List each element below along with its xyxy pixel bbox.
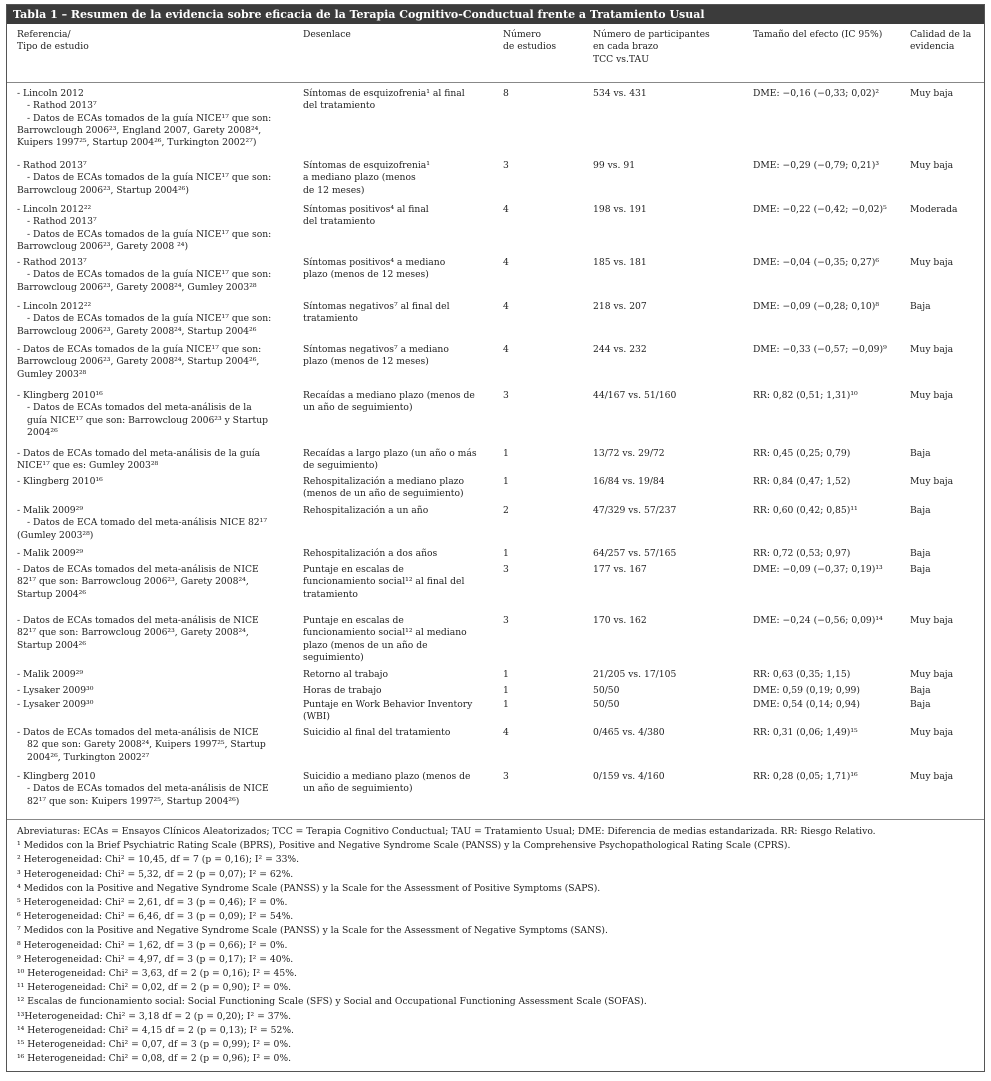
outcome-line: Puntaje en Work Behavior Inventory [303, 699, 473, 710]
reference-line: - Malik 2009²⁹ [17, 548, 84, 559]
reference-line: Barrowcloug 2006²³, Garety 2008 ²⁴) [17, 240, 189, 252]
footnote: ⁴ Medidos con la Positive and Negative Syndrome Scale (PANSS) y la Scale for the Assessment of Positive Symptoms (SAPS). [17, 882, 601, 894]
footnote: ³ Heterogeneidad: Chi² = 5,32, df = 2 (p = 0,07); I² = 62%. [17, 868, 294, 880]
outcome-cell [303, 669, 499, 681]
reference-cell [17, 448, 299, 473]
outcome-line: Recaídas a mediano plazo (menos de [303, 390, 475, 401]
footnote: ¹⁵ Heterogeneidad: Chi² = 0,07, df = 3 (p = 0,99); I² = 0%. [17, 1039, 292, 1051]
reference-line: 82¹⁷ que son: Kuipers 1997²⁵, Startup 2004²⁶) [27, 795, 240, 807]
evidence-quality-cell: Muy baja [910, 390, 954, 401]
outcome-line: Retorno al trabajo [303, 669, 388, 680]
participants-cell: 177 vs. 167 [593, 564, 647, 575]
reference-line: - Datos de ECAs tomados de la guía NICE¹⁷ que son: [27, 112, 272, 124]
evidence-quality-cell: Muy baja [910, 727, 954, 738]
outcome-cell [303, 160, 499, 197]
evidence-quality-cell: Muy baja [910, 344, 954, 355]
studies-count-cell: 2 [503, 505, 509, 516]
studies-count-cell: 3 [503, 160, 509, 171]
reference-line: - Datos de ECAs tomados del meta-análisis de NICE [17, 564, 259, 575]
studies-count-cell: 3 [503, 771, 509, 782]
outcome-line: plazo (menos de 12 meses) [303, 356, 429, 368]
evidence-quality-cell: Muy baja [910, 771, 954, 782]
outcome-line: plazo (menos de un año de [303, 639, 428, 651]
participants-cell: 0/465 vs. 4/380 [593, 727, 665, 738]
reference-line: Startup 2004²⁶ [17, 639, 87, 651]
reference-line: - Datos de ECAs tomados de la guía NICE¹⁷ que son: [27, 269, 272, 281]
header-participants-line: en cada brazo [593, 41, 659, 53]
reference-cell [17, 301, 299, 338]
reference-line: - Datos de ECAs tomados de la guía NICE¹⁷ que son: [17, 344, 262, 355]
studies-count-cell: 4 [503, 257, 509, 268]
participants-cell: 218 vs. 207 [593, 301, 647, 312]
footnote: ¹⁰ Heterogeneidad: Chi² = 3,63, df = 2 (p = 0,16); I² = 45%. [17, 968, 297, 980]
outcome-cell [303, 204, 499, 229]
reference-line: Startup 2004²⁶ [17, 588, 87, 600]
footnote: ² Heterogeneidad: Chi² = 10,45, df = 7 (p = 0,16); I² = 33%. [17, 854, 300, 866]
reference-line: - Datos de ECA tomado del meta-análisis NICE 82¹⁷ [27, 517, 268, 529]
effect-size-cell: RR: 0,84 (0,47; 1,52) [753, 476, 851, 487]
outcome-cell [303, 390, 499, 415]
outcome-line: plazo (menos de 12 meses) [303, 269, 429, 281]
header-studies-line: Número [503, 29, 542, 40]
reference-line: 82¹⁷ que son: Barrowcloug 2006²³, Garety 2008²⁴, [17, 576, 249, 588]
footnote: ⁶ Heterogeneidad: Chi² = 6,46, df = 3 (p = 0,09); I² = 54%. [17, 911, 294, 923]
reference-line: 2004²⁶, Turkington 2002²⁷ [27, 751, 150, 763]
reference-line: 82¹⁷ que son: Barrowcloug 2006²³, Garety 2008²⁴, [17, 627, 249, 639]
participants-cell: 50/50 [593, 685, 620, 696]
footnote: ¹ Medidos con la Brief Psychiatric Rating Scale (BPRS), Positive and Negative Syndrome Scale (PANSS) y la Comprehensive Psychopathological Rating Scale (CPRS). [17, 840, 791, 852]
reference-line: - Datos de ECAs tomados del meta-análisis de la [27, 402, 252, 414]
footnote: ⁸ Heterogeneidad: Chi² = 1,62, df = 3 (p = 0,66); I² = 0%. [17, 939, 288, 951]
evidence-quality-cell: Baja [910, 301, 931, 312]
reference-line: - Datos de ECAs tomado del meta-análisis de la guía [17, 448, 261, 459]
participants-cell: 47/329 vs. 57/237 [593, 505, 677, 516]
outcome-cell [303, 685, 499, 697]
footnote: ⁵ Heterogeneidad: Chi² = 2,61, df = 3 (p = 0,46); I² = 0%. [17, 897, 288, 909]
effect-size-cell: DME: −0,24 (−0,56; 0,09)¹⁴ [753, 615, 883, 626]
outcome-line: del tratamiento [303, 100, 376, 112]
effect-size-cell: DME: −0,09 (−0,37; 0,19)¹³ [753, 564, 883, 575]
outcome-line: Síntomas positivos⁴ a mediano [303, 257, 446, 268]
table-bottom-divider [7, 819, 984, 820]
participants-cell: 170 vs. 162 [593, 615, 647, 626]
reference-cell [17, 669, 299, 681]
studies-count-cell: 3 [503, 615, 509, 626]
header-outcome-line: Desenlace [303, 29, 351, 40]
participants-cell: 185 vs. 181 [593, 257, 647, 268]
outcome-line: Rehospitalización a un año [303, 505, 429, 516]
evidence-quality-cell: Baja [910, 699, 931, 710]
footnote: ¹³Heterogeneidad: Chi² = 3,18 df = 2 (p = 0,20); I² = 37%. [17, 1010, 292, 1022]
outcome-cell [303, 505, 499, 517]
evidence-quality-cell: Muy baja [910, 669, 954, 680]
effect-size-cell: DME: −0,16 (−0,33; 0,02)² [753, 88, 880, 99]
header-effect-line: Tamaño del efecto (IC 95%) [753, 29, 883, 40]
effect-size-cell: DME: −0,33 (−0,57; −0,09)⁹ [753, 344, 887, 355]
footnote: ¹⁶ Heterogeneidad: Chi² = 0,08, df = 2 (p = 0,96); I² = 0%. [17, 1053, 292, 1065]
header-effect [753, 29, 913, 41]
header-divider [7, 82, 984, 83]
evidence-quality-cell: Muy baja [910, 88, 954, 99]
participants-cell: 198 vs. 191 [593, 204, 647, 215]
reference-cell [17, 771, 299, 808]
reference-line: Gumley 2003²⁸ [17, 368, 87, 380]
outcome-line: Horas de trabajo [303, 685, 382, 696]
header-studies [503, 29, 583, 54]
outcome-line: seguimiento) [303, 651, 364, 663]
header-quality-line: evidencia [910, 41, 955, 53]
reference-line: - Lincoln 2012²² [17, 204, 92, 215]
outcome-cell [303, 615, 499, 664]
effect-size-cell: DME: −0,22 (−0,42; −0,02)⁵ [753, 204, 887, 215]
reference-cell [17, 615, 299, 652]
reference-line: - Rathod 2013⁷ [17, 257, 87, 268]
participants-cell: 13/72 vs. 29/72 [593, 448, 665, 459]
header-outcome [303, 29, 493, 41]
evidence-quality-cell: Baja [910, 685, 931, 696]
evidence-quality-cell: Baja [910, 448, 931, 459]
reference-cell [17, 257, 299, 294]
reference-line: - Lincoln 2012 [17, 88, 84, 99]
reference-line: - Datos de ECAs tomados del meta-análisis de NICE [27, 783, 269, 795]
reference-line: guía NICE¹⁷ que son: Barrowcloug 2006²³ y Startup [27, 414, 269, 426]
reference-cell [17, 685, 299, 697]
studies-count-cell: 4 [503, 301, 509, 312]
reference-line: - Rathod 2013⁷ [27, 216, 97, 228]
reference-line: Barrowcloug 2006²³, Garety 2008²⁴, Startup 2004²⁶ [17, 325, 257, 337]
studies-count-cell: 1 [503, 448, 509, 459]
outcome-cell [303, 476, 499, 501]
effect-size-cell: RR: 0,60 (0,42; 0,85)¹¹ [753, 505, 858, 516]
reference-line: - Lincoln 2012²² [17, 301, 92, 312]
reference-line: Barrowcloug 2006²³, Garety 2008²⁴, Gumley 2003²⁸ [17, 281, 257, 293]
evidence-quality-cell: Muy baja [910, 160, 954, 171]
header-quality [910, 29, 982, 54]
evidence-quality-cell: Muy baja [910, 476, 954, 487]
effect-size-cell: RR: 0,28 (0,05; 1,71)¹⁶ [753, 771, 858, 782]
reference-line: - Datos de ECAs tomados de la guía NICE¹⁷ que son: [27, 228, 272, 240]
reference-cell [17, 699, 299, 711]
studies-count-cell: 1 [503, 699, 509, 710]
reference-line: - Rathod 2013⁷ [17, 160, 87, 171]
outcome-line: tratamiento [303, 313, 358, 325]
document-table-frame [6, 4, 985, 1072]
outcome-line: Síntomas negativos⁷ al final del [303, 301, 450, 312]
outcome-line: de seguimiento) [303, 460, 378, 472]
studies-count-cell: 4 [503, 344, 509, 355]
reference-line: - Malik 2009²⁹ [17, 669, 84, 680]
studies-count-cell: 1 [503, 548, 509, 559]
reference-line: Barrowcloug 2006²³, Startup 2004²⁶) [17, 184, 189, 196]
reference-cell [17, 727, 299, 764]
header-participants-line: Número de participantes [593, 29, 710, 40]
footnote: ¹⁴ Heterogeneidad: Chi² = 4,15 df = 2 (p = 0,13); I² = 52%. [17, 1024, 294, 1036]
outcome-line: tratamiento [303, 588, 358, 600]
studies-count-cell: 4 [503, 727, 509, 738]
outcome-cell [303, 564, 499, 601]
outcome-line: Recaídas a largo plazo (un año o más [303, 448, 477, 459]
studies-count-cell: 3 [503, 390, 509, 401]
effect-size-cell: DME: 0,54 (0,14; 0,94) [753, 699, 860, 710]
outcome-line: (WBI) [303, 711, 330, 723]
outcome-cell [303, 344, 499, 369]
participants-cell: 244 vs. 232 [593, 344, 647, 355]
reference-cell [17, 390, 299, 439]
reference-line: Barrowcloug 2006²³, Garety 2008²⁴, Startup 2004²⁶, [17, 356, 260, 368]
reference-cell [17, 88, 299, 149]
studies-count-cell: 1 [503, 685, 509, 696]
studies-count-cell: 8 [503, 88, 509, 99]
evidence-quality-cell: Muy baja [910, 257, 954, 268]
reference-line: - Malik 2009²⁹ [17, 505, 84, 516]
effect-size-cell: RR: 0,72 (0,53; 0,97) [753, 548, 851, 559]
outcome-line: de 12 meses) [303, 184, 365, 196]
outcome-cell [303, 257, 499, 282]
participants-cell: 64/257 vs. 57/165 [593, 548, 677, 559]
footnote: ⁷ Medidos con la Positive and Negative Syndrome Scale (PANSS) y la Scale for the Assessment of Negative Symptoms (SANS). [17, 925, 608, 937]
reference-cell [17, 344, 299, 381]
outcome-cell [303, 448, 499, 473]
participants-cell: 21/205 vs. 17/105 [593, 669, 677, 680]
reference-line: - Datos de ECAs tomados de la guía NICE¹⁷ que son: [27, 313, 272, 325]
reference-line: - Lysaker 2009³⁰ [17, 685, 94, 696]
studies-count-cell: 4 [503, 204, 509, 215]
outcome-cell [303, 548, 499, 560]
outcome-line: un año de seguimiento) [303, 783, 413, 795]
reference-line: (Gumley 2003²⁸) [17, 529, 94, 541]
footnote: ¹² Escalas de funcionamiento social: Social Functioning Scale (SFS) y Social and Occupational Functioning Assessment Scale (SOFAS). [17, 996, 647, 1008]
reference-line: Kuipers 1997²⁵, Startup 2004²⁶, Turkington 2002²⁷) [17, 137, 257, 149]
participants-cell: 44/167 vs. 51/160 [593, 390, 677, 401]
reference-line: - Lysaker 2009³⁰ [17, 699, 94, 710]
effect-size-cell: DME: 0,59 (0,19; 0,99) [753, 685, 860, 696]
outcome-line: funcionamiento social¹² al mediano [303, 627, 467, 639]
outcome-line: Síntomas de esquizofrenia¹ [303, 160, 430, 171]
reference-cell [17, 564, 299, 601]
outcome-line: (menos de un año de seguimiento) [303, 488, 464, 500]
outcome-cell [303, 727, 499, 739]
outcome-cell [303, 771, 499, 796]
header-reference-line: Tipo de estudio [17, 41, 89, 53]
evidence-quality-cell: Baja [910, 564, 931, 575]
reference-line: - Klingberg 2010¹⁶ [17, 476, 103, 487]
participants-cell: 534 vs. 431 [593, 88, 647, 99]
outcome-line: funcionamiento social¹² al final del [303, 576, 465, 588]
evidence-quality-cell: Muy baja [910, 615, 954, 626]
reference-cell [17, 476, 299, 488]
participants-cell: 50/50 [593, 699, 620, 710]
reference-cell [17, 505, 299, 542]
effect-size-cell: DME: −0,09 (−0,28; 0,10)⁸ [753, 301, 880, 312]
effect-size-cell: RR: 0,63 (0,35; 1,15) [753, 669, 851, 680]
footnote: ¹¹ Heterogeneidad: Chi² = 0,02, df = 2 (p = 0,90); I² = 0%. [17, 982, 292, 994]
outcome-cell [303, 88, 499, 113]
outcome-line: Suicidio al final del tratamiento [303, 727, 451, 738]
evidence-quality-cell: Moderada [910, 204, 958, 215]
outcome-line: Puntaje en escalas de [303, 564, 404, 575]
reference-line: - Klingberg 2010¹⁶ [17, 390, 103, 401]
outcome-line: a mediano plazo (menos [303, 172, 416, 184]
effect-size-cell: DME: −0,04 (−0,35; 0,27)⁶ [753, 257, 880, 268]
outcome-line: Puntaje en escalas de [303, 615, 404, 626]
outcome-line: un año de seguimiento) [303, 402, 413, 414]
reference-line: - Datos de ECAs tomados del meta-análisis de NICE [17, 727, 259, 738]
effect-size-cell: DME: −0,29 (−0,79; 0,21)³ [753, 160, 880, 171]
footnotes [17, 825, 977, 1066]
reference-cell [17, 204, 299, 253]
reference-line: - Rathod 2013⁷ [27, 100, 97, 112]
participants-cell: 0/159 vs. 4/160 [593, 771, 665, 782]
effect-size-cell: RR: 0,45 (0,25; 0,79) [753, 448, 851, 459]
footnote: ⁹ Heterogeneidad: Chi² = 4,97, df = 3 (p = 0,17); I² = 40%. [17, 953, 294, 965]
header-studies-line: de estudios [503, 41, 557, 53]
abbreviations-note: Abreviaturas: ECAs = Ensayos Clínicos Aleatorizados; TCC = Terapia Cognitivo Conductual; TAU = Tratamiento Usual; DME: Diferencia de medias estandarizada. RR: Riesgo Relativo. [17, 826, 876, 837]
header-participants-line: TCC vs.TAU [593, 53, 649, 65]
reference-line: - Klingberg 2010 [17, 771, 96, 782]
reference-line: 2004²⁶ [27, 426, 58, 438]
studies-count-cell: 1 [503, 476, 509, 487]
outcome-cell [303, 301, 499, 326]
outcome-line: Síntomas positivos⁴ al final [303, 204, 429, 215]
outcome-line: del tratamiento [303, 216, 376, 228]
reference-line: - Datos de ECAs tomados de la guía NICE¹⁷ que son: [27, 172, 272, 184]
effect-size-cell: RR: 0,31 (0,06; 1,49)¹⁵ [753, 727, 858, 738]
effect-size-cell: RR: 0,82 (0,51; 1,31)¹⁰ [753, 390, 858, 401]
table-title: Tabla 1 – Resumen de la evidencia sobre eficacia de la Terapia Cognitivo-Conductual frente a Tratamiento Usual [7, 5, 984, 24]
outcome-line: Síntomas de esquizofrenia¹ al final [303, 88, 465, 99]
evidence-quality-cell: Baja [910, 505, 931, 516]
evidence-quality-cell: Baja [910, 548, 931, 559]
reference-line: 82 que son: Garety 2008²⁴, Kuipers 1997²⁵, Startup [27, 739, 266, 751]
outcome-cell [303, 699, 499, 724]
studies-count-cell: 1 [503, 669, 509, 680]
reference-cell [17, 160, 299, 197]
reference-line: - Datos de ECAs tomados del meta-análisis de NICE [17, 615, 259, 626]
outcome-line: Síntomas negativos⁷ a mediano [303, 344, 449, 355]
reference-line: Barrowclough 2006²³, England 2007, Garety 2008²⁴, [17, 124, 262, 136]
outcome-line: Rehospitalización a mediano plazo [303, 476, 465, 487]
header-participants [593, 29, 753, 66]
reference-line: NICE¹⁷ que es: Gumley 2003²⁸ [17, 460, 159, 472]
participants-cell: 99 vs. 91 [593, 160, 636, 171]
header-reference-line: Referencia/ [17, 29, 71, 40]
participants-cell: 16/84 vs. 19/84 [593, 476, 665, 487]
outcome-line: Rehospitalización a dos años [303, 548, 438, 559]
header-reference [17, 29, 297, 54]
studies-count-cell: 3 [503, 564, 509, 575]
reference-cell [17, 548, 299, 560]
outcome-line: Suicidio a mediano plazo (menos de [303, 771, 471, 782]
header-quality-line: Calidad de la [910, 29, 972, 40]
